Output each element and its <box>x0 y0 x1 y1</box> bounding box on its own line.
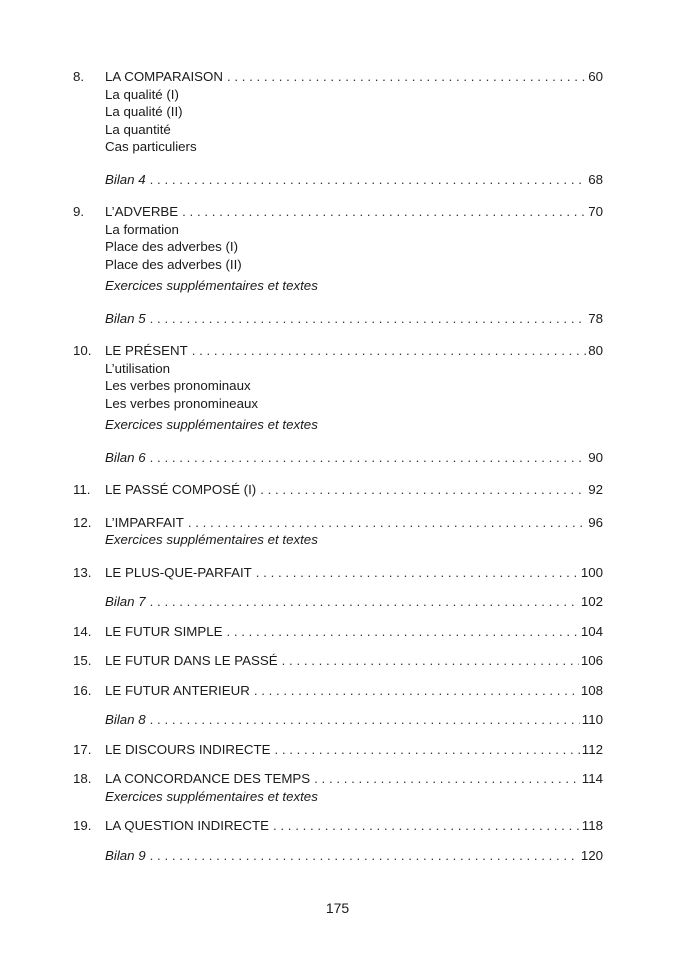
dot-leader <box>192 342 586 360</box>
toc-chapter-entry <box>73 564 603 582</box>
toc-row <box>73 623 603 641</box>
chapter-title: LE PLUS-QUE-PARFAIT <box>105 564 252 580</box>
dot-leader <box>150 847 579 865</box>
chapter-number: 19. <box>73 818 92 833</box>
dot-leader <box>282 652 579 670</box>
chapter-number: 8. <box>73 69 85 84</box>
dot-leader <box>314 770 580 788</box>
dot-leader <box>150 310 587 328</box>
bilan-title: Bilan 8 <box>105 712 146 727</box>
subtopic-list <box>105 788 603 806</box>
chapter-title: LE PASSÉ COMPOSÉ (I) <box>105 482 257 497</box>
entry-page-number: 106 <box>580 653 603 668</box>
entry-page-number: 100 <box>580 564 603 580</box>
chapter-number: 9. <box>73 204 85 219</box>
toc-row <box>73 203 603 221</box>
entry-page-number: 120 <box>580 847 603 863</box>
entry-page-number: 102 <box>580 594 603 609</box>
subtopic-list <box>105 86 603 156</box>
toc-chapter-entry <box>73 68 603 156</box>
toc-row <box>73 741 603 759</box>
toc-row <box>73 593 603 611</box>
toc-row <box>73 847 603 865</box>
toc-row <box>73 711 603 729</box>
chapter-title: LA COMPARAISON <box>105 69 223 84</box>
toc-row <box>73 171 603 189</box>
toc-bilan-entry <box>73 171 603 189</box>
extra-exercises-note: Exercices supplémentaires et textes <box>105 278 318 293</box>
entry-page-number: 60 <box>588 69 603 84</box>
dot-leader <box>150 711 580 729</box>
toc-row <box>73 770 603 788</box>
subtopic-item: La qualité (I) <box>105 86 179 102</box>
toc-chapter-entry <box>73 682 603 700</box>
chapter-title: LE DISCOURS INDIRECTE <box>105 741 271 757</box>
entry-page-number: 112 <box>581 741 603 757</box>
bilan-title: Bilan 9 <box>105 847 146 863</box>
toc-chapter-entry <box>73 203 603 295</box>
subtopic-item: Les verbes pronomineaux <box>105 395 259 411</box>
bilan-title: Bilan 4 <box>105 171 146 187</box>
toc-chapter-entry <box>73 741 603 759</box>
page-number: 175 <box>325 900 350 916</box>
extra-exercises-note: Exercices supplémentaires et textes <box>105 788 318 804</box>
subtopic-list <box>105 221 603 295</box>
subtopic-item: La quantité <box>105 121 171 137</box>
subtopic-item: La qualité (II) <box>105 104 183 119</box>
toc-bilan-entry <box>73 310 603 328</box>
toc-row <box>73 449 603 467</box>
chapter-number: 10. <box>73 343 92 358</box>
entry-page-number: 104 <box>580 623 603 639</box>
chapter-title: LE FUTUR SIMPLE <box>105 623 223 639</box>
dot-leader <box>226 623 578 641</box>
toc-row <box>73 68 603 86</box>
toc-chapter-entry <box>73 514 603 549</box>
entry-page-number: 118 <box>581 818 603 833</box>
chapter-number: 16. <box>73 682 92 698</box>
chapter-number: 17. <box>73 741 92 757</box>
toc-row <box>73 817 603 835</box>
toc-row <box>73 481 603 499</box>
dot-leader <box>273 817 580 835</box>
dot-leader <box>150 449 587 467</box>
entry-page-number: 70 <box>588 204 603 219</box>
entry-page-number: 96 <box>588 514 603 530</box>
toc-row <box>73 310 603 328</box>
chapter-number: 11. <box>73 482 91 497</box>
toc-chapter-entry <box>73 652 603 670</box>
toc-bilan-entry <box>73 449 603 467</box>
chapter-number: 15. <box>73 653 92 668</box>
subtopic-item: L’utilisation <box>105 360 171 376</box>
subtopic-list <box>105 360 603 434</box>
entry-page-number: 92 <box>588 482 603 497</box>
entry-page-number: 108 <box>580 682 603 698</box>
subtopic-item: Cas particuliers <box>105 139 197 154</box>
extra-exercises-note: Exercices supplémentaires et textes <box>105 417 318 432</box>
entry-page-number: 68 <box>588 171 603 187</box>
dot-leader <box>182 203 586 221</box>
toc-chapter-entry <box>73 817 603 835</box>
subtopic-item: Les verbes pronominaux <box>105 378 251 393</box>
table-of-contents <box>73 68 603 864</box>
toc-chapter-entry <box>73 481 603 499</box>
chapter-title: LE FUTUR ANTERIEUR <box>105 682 250 698</box>
entry-page-number: 90 <box>588 449 603 465</box>
toc-chapter-entry <box>73 342 603 434</box>
bilan-title: Bilan 5 <box>105 310 146 326</box>
bilan-title: Bilan 7 <box>105 594 146 609</box>
entry-page-number: 78 <box>588 310 603 326</box>
chapter-title: L’IMPARFAIT <box>105 514 184 530</box>
subtopic-item: Place des adverbes (I) <box>105 239 239 254</box>
toc-chapter-entry <box>73 770 603 805</box>
chapter-title: LE FUTUR DANS LE PASSÉ <box>105 653 278 668</box>
dot-leader <box>254 682 579 700</box>
dot-leader <box>150 593 579 611</box>
toc-row <box>73 682 603 700</box>
dot-leader <box>260 481 586 499</box>
entry-page-number: 80 <box>588 343 603 358</box>
extra-exercises-note: Exercices supplémentaires et textes <box>105 532 318 547</box>
entry-page-number: 110 <box>581 712 603 727</box>
toc-bilan-entry <box>73 847 603 865</box>
subtopic-item: Place des adverbes (II) <box>105 256 242 272</box>
toc-row <box>73 342 603 360</box>
chapter-title: LE PRÉSENT <box>105 343 188 358</box>
dot-leader <box>188 514 586 532</box>
dot-leader <box>256 564 579 582</box>
toc-bilan-entry <box>73 711 603 729</box>
toc-row <box>73 514 603 532</box>
subtopic-item: La formation <box>105 221 179 237</box>
chapter-number: 12. <box>73 514 92 530</box>
chapter-number: 14. <box>73 623 92 639</box>
chapter-number: 13. <box>73 564 92 580</box>
dot-leader <box>150 171 587 189</box>
entry-page-number: 114 <box>581 771 603 786</box>
chapter-number: 18. <box>73 771 92 786</box>
dot-leader <box>227 68 586 86</box>
toc-bilan-entry <box>73 593 603 611</box>
chapter-title: LA QUESTION INDIRECTE <box>105 818 270 833</box>
toc-row <box>73 564 603 582</box>
bilan-title: Bilan 6 <box>105 449 146 465</box>
toc-chapter-entry <box>73 623 603 641</box>
chapter-title: L’ADVERBE <box>105 204 179 219</box>
toc-row <box>73 652 603 670</box>
subtopic-list <box>105 531 603 549</box>
chapter-title: LA CONCORDANCE DES TEMPS <box>105 771 311 786</box>
dot-leader <box>275 741 580 759</box>
